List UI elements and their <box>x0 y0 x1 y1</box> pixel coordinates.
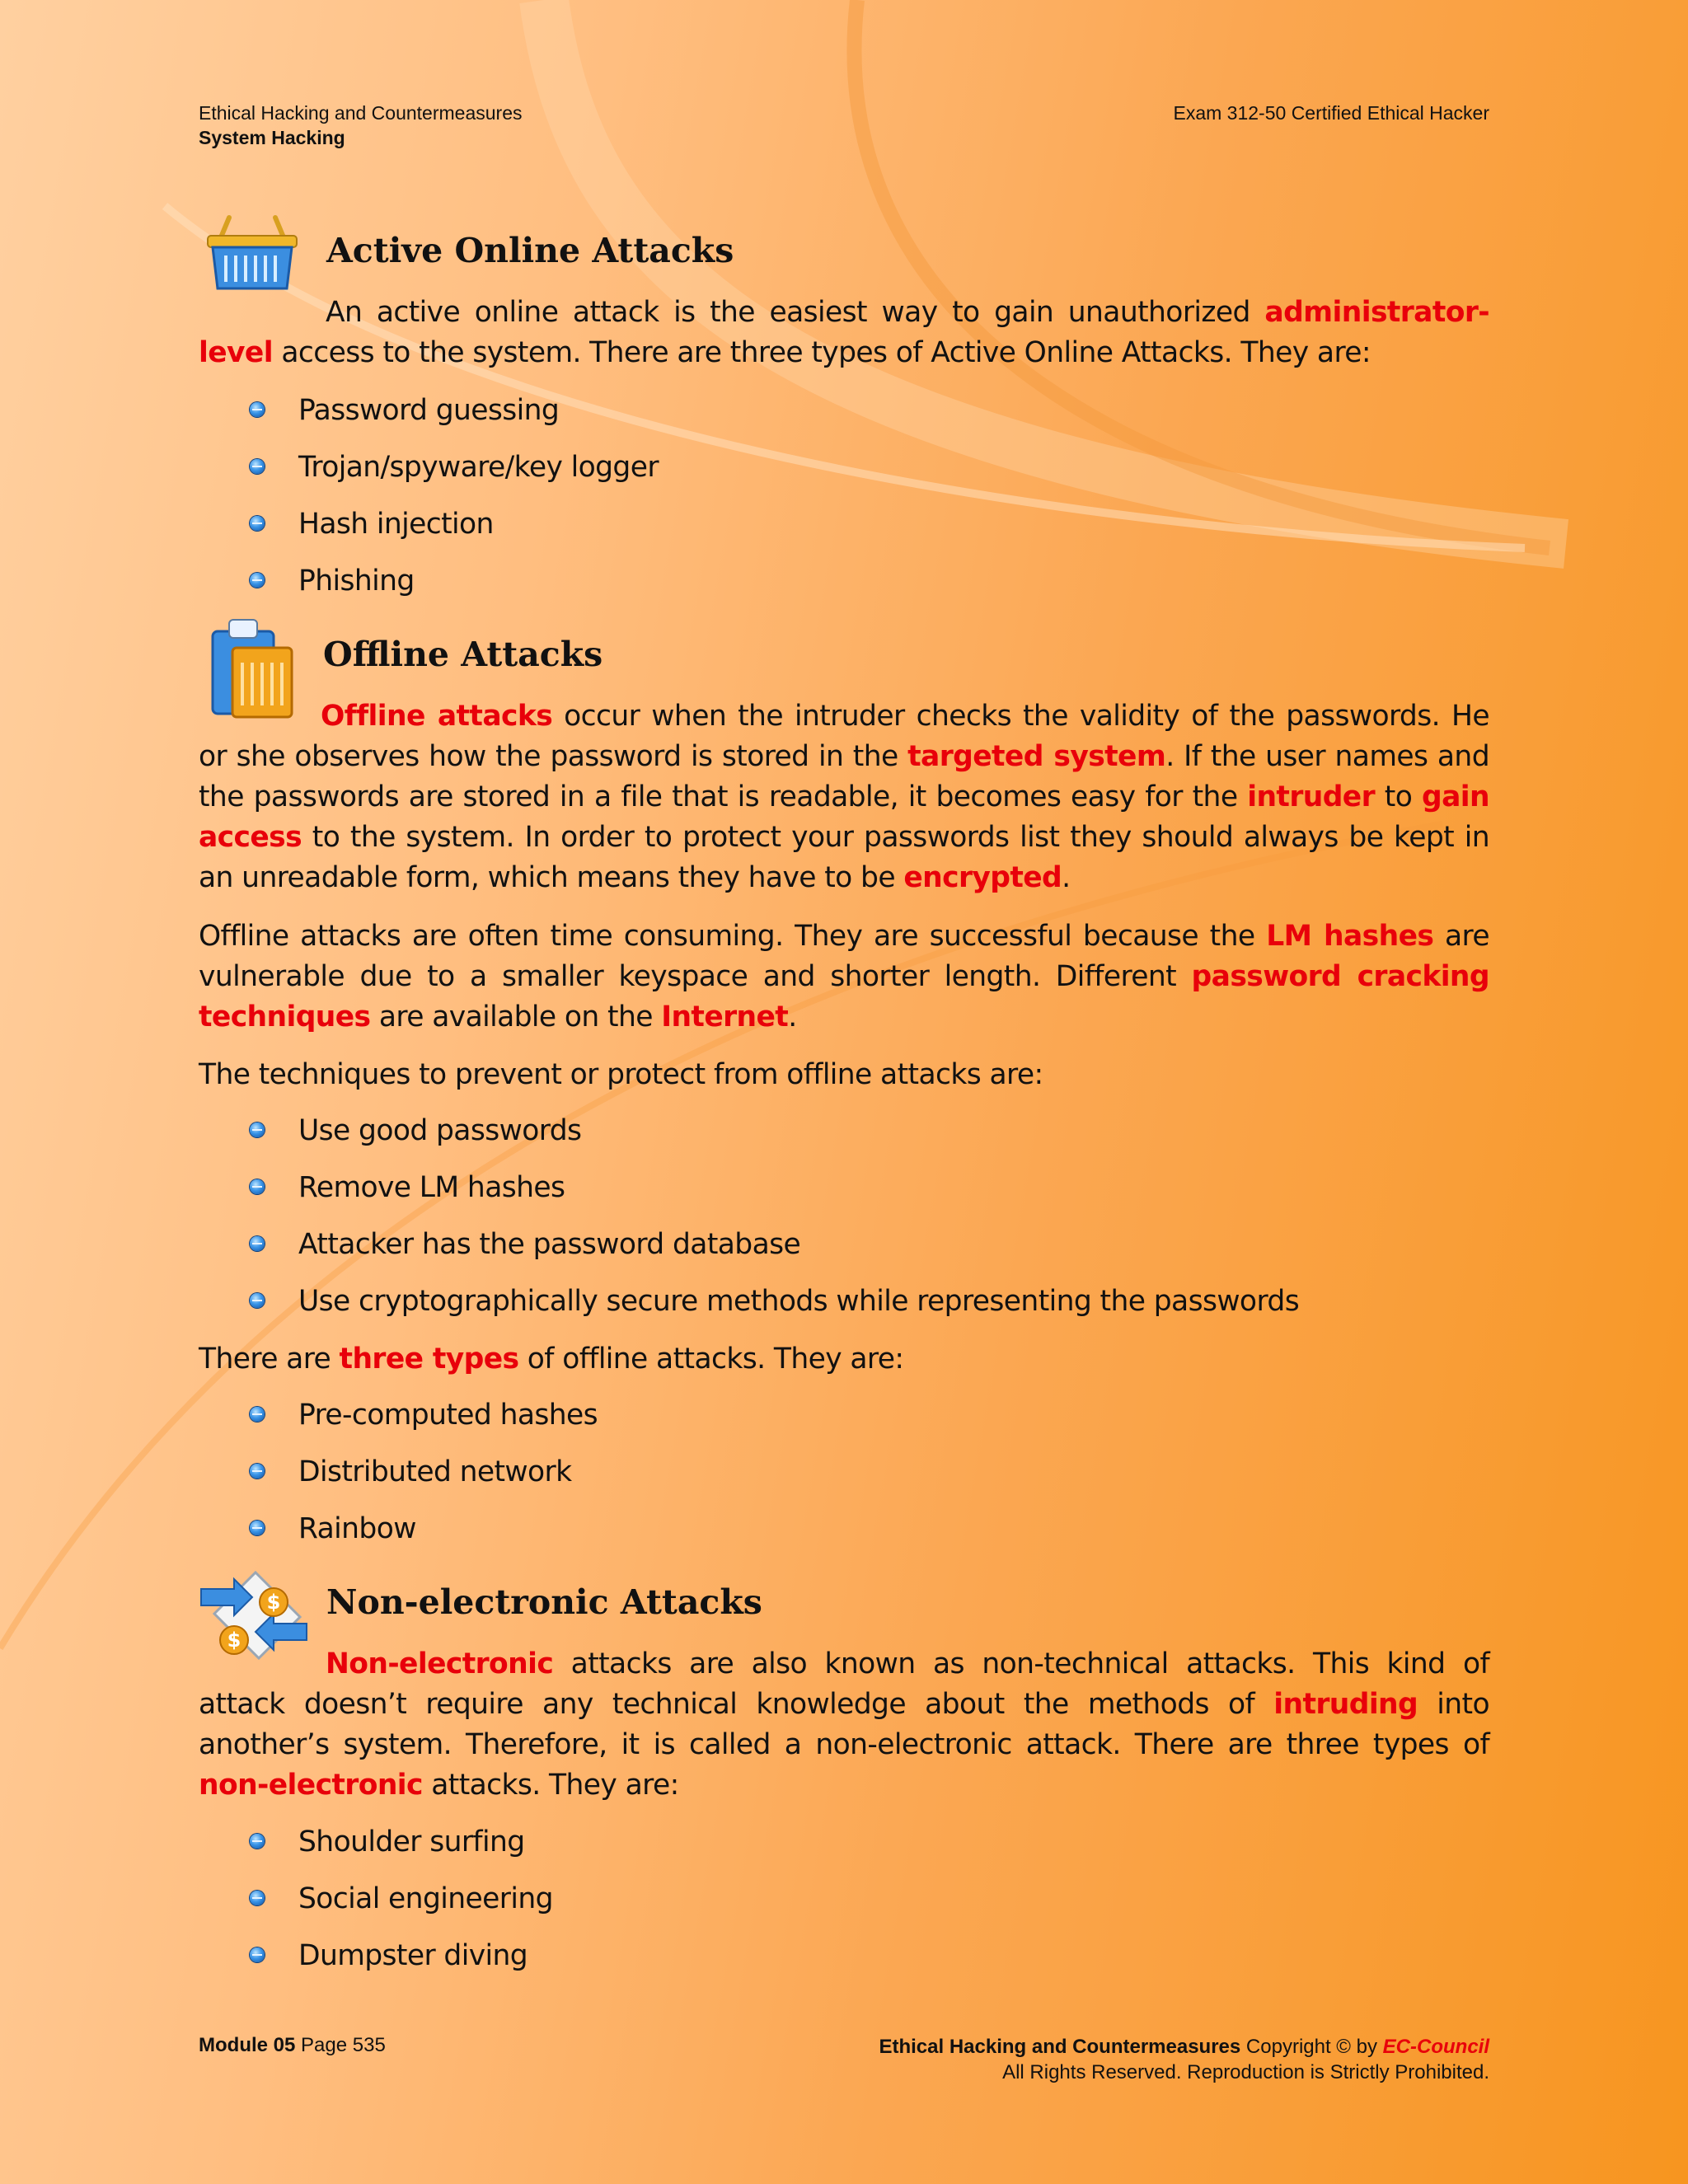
section-heading-offline-attacks: Offline Attacks <box>323 635 603 674</box>
bullet-icon <box>250 1236 265 1251</box>
bullet-icon <box>250 1293 265 1308</box>
list-item: Dumpster diving <box>247 1938 553 1994</box>
header-course-title: Ethical Hacking and Countermeasures <box>199 102 523 124</box>
list-item: Social engineering <box>247 1881 553 1938</box>
bullet-icon <box>250 516 265 531</box>
list-item: Attacker has the password database <box>247 1226 1299 1283</box>
svg-text:$: $ <box>266 1591 281 1614</box>
bullet-icon <box>250 1464 265 1479</box>
list-item: Use good passwords <box>247 1113 1299 1169</box>
bullet-icon <box>250 1521 265 1535</box>
list-item: Hash injection <box>247 506 659 563</box>
bullet-icon <box>250 1179 265 1194</box>
active-online-attack-types <box>247 392 659 620</box>
offline-attacks-paragraph-1: Offline attacks occur when the intruder checks the validity of the passwords. He or she observes how the password is stored in the targeted system. If the user names and the passwords are stored in a file that is readable, it becomes easy for the intruder to gain access to the system. In order to protect your passwords list they should always be kept in an unreadable form, which means they have to be encrypted. <box>199 700 1489 894</box>
basket-icon <box>204 213 300 295</box>
offline-attacks-paragraph-2: Offline attacks are often time consuming. They are successful because the LM hashes are vulnerable due to a smaller keyspace and shorter length. Different password cracking techniques are available on the Internet. <box>199 920 1489 1033</box>
section-heading-non-electronic-attacks: Non-electronic Attacks <box>326 1582 762 1622</box>
footer-copyright: Ethical Hacking and Countermeasures Copyright © by EC-Council All Rights Reserved. Reproduction is Strictly Prohibited. <box>879 2036 1489 2083</box>
header-exam-title: Exam 312-50 Certified Ethical Hacker <box>1173 102 1489 124</box>
bullet-icon <box>250 1947 265 1962</box>
list-item: Use cryptographically secure methods while representing the passwords <box>247 1283 1299 1340</box>
list-item: Remove LM hashes <box>247 1169 1299 1226</box>
bullet-icon <box>250 1122 265 1137</box>
non-electronic-attack-types <box>247 1824 553 1994</box>
ec-council-logo: EC-Council <box>1382 2036 1489 2058</box>
offline-attack-types <box>247 1397 598 1568</box>
list-item: Trojan/spyware/key logger <box>247 449 659 506</box>
bullet-icon <box>250 1891 265 1905</box>
list-item: Phishing <box>247 563 659 620</box>
bullet-icon <box>250 573 265 588</box>
bullet-icon <box>250 459 265 474</box>
bullet-icon <box>250 1834 265 1849</box>
svg-text:$: $ <box>227 1629 241 1652</box>
offline-protection-techniques <box>247 1113 1299 1340</box>
list-item: Pre-computed hashes <box>247 1397 598 1454</box>
header-module-title: System Hacking <box>199 127 345 148</box>
footer-page-number: Module 05 Page 535 <box>199 2034 386 2056</box>
list-item: Distributed network <box>247 1454 598 1511</box>
non-electronic-paragraph: Non-electronic attacks are also known as non-technical attacks. This kind of attack doesn’t require any technical knowledge about the methods of intruding into another’s system. Therefore, it is called a non-electronic attack. There are three types of non-electronic attacks. They are: <box>199 1647 1489 1802</box>
list-item: Password guessing <box>247 392 659 449</box>
bullet-icon <box>250 1407 265 1422</box>
offline-attacks-paragraph-4: There are three types of offline attacks. They are: <box>199 1343 904 1376</box>
section-heading-active-online-attacks: Active Online Attacks <box>326 231 734 270</box>
page-header-left <box>199 101 522 150</box>
offline-attacks-paragraph-3: The techniques to prevent or protect from offline attacks are: <box>199 1058 1043 1091</box>
bullet-icon <box>250 402 265 417</box>
section1-paragraph: An active online attack is the easiest way to gain unauthorized administrator-level access to the system. There are three types of Active Online Attacks. They are: <box>199 296 1489 369</box>
list-item: Rainbow <box>247 1511 598 1568</box>
list-item: Shoulder surfing <box>247 1824 553 1881</box>
